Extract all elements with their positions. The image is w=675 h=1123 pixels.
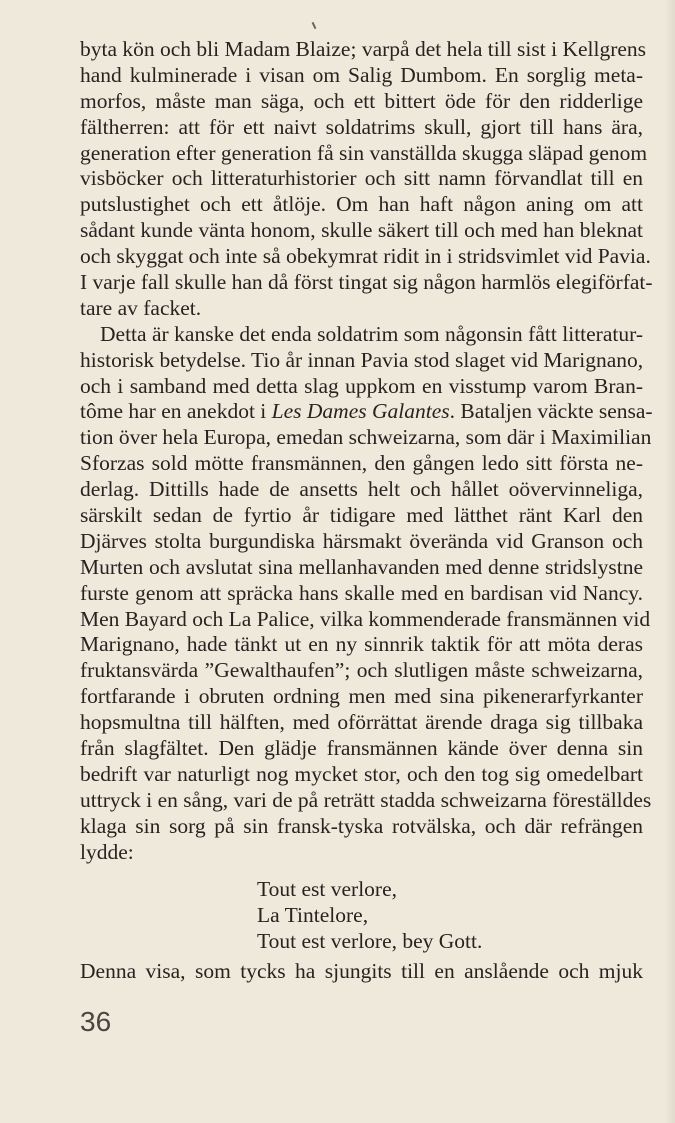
text-line: fältherren: att för ett naivt soldatrims skull, gjort till hans ära, xyxy=(80,114,643,139)
text-line: och skyggat och inte så obekymrat ridit in i stridsvimlet vid Pavia. xyxy=(80,244,651,269)
ink-mark xyxy=(312,22,317,29)
text-line: derlag. Dittills hade de ansetts helt och hållet oövervinneliga, xyxy=(80,477,643,502)
text-line: särskilt sedan de fyrtio år tidigare med lätthet ränt Karl den xyxy=(80,503,643,528)
line-part: . Bataljen väckte sensa- xyxy=(449,399,653,424)
text-line: hand kulminerade i visan om Salig Dumbom. En sorglig meta- xyxy=(80,62,643,87)
verse-line: Tout est verlore, xyxy=(257,877,397,901)
text-line: tare av facket. xyxy=(80,295,202,320)
verse-line: Tout est verlore, bey Gott. xyxy=(257,928,483,953)
page-edge-shadow xyxy=(665,0,675,1123)
text-line: Marignano, hade tänkt ut en ny sinnrik taktik för att möta deras xyxy=(80,632,643,657)
text-line: klaga sin sorg på sin fransk-tyska rotvälska, och där refrängen xyxy=(80,813,643,838)
text-line: bedrift var naturligt nog mycket stor, och den tog sig omedelbart xyxy=(80,761,643,786)
page-number: 36 xyxy=(80,1006,112,1037)
text-line: uttryck i en sång, vari de på reträtt stadda schweizarna föreställdes xyxy=(80,787,652,812)
text-line: från slagfältet. Den glädje fransmännen kände över denna sin xyxy=(80,736,643,761)
text-line: fruktansvärda ”Gewalthaufen”; och slutligen måste schweizarna, xyxy=(80,658,643,683)
book-title: Les Dames Galantes xyxy=(271,399,450,424)
verse-quote xyxy=(257,877,482,955)
verse-line: La Tintelore, xyxy=(257,902,369,927)
paragraph-start-line: Detta är kanske det enda soldatrim som någonsin fått litteratur- xyxy=(100,321,643,346)
text-line: historisk betydelse. Tio år innan Pavia stod slaget vid Marignano, xyxy=(80,347,644,372)
text-line: tion över hela Europa, emedan schweizarna, som där i Maximilian xyxy=(80,425,652,450)
text-line: fortfarande i obruten ordning men med sina pikenerarfyrkanter xyxy=(80,684,643,709)
text-line: generation efter generation få sin vanställda skugga släpad genom xyxy=(80,140,648,165)
text-line: furste genom att spräcka hans skalle med en bardisan vid Nancy. xyxy=(80,580,643,605)
text-line: byta kön och bli Madam Blaize; varpå det hela till sist i Kellgrens xyxy=(80,37,647,61)
text-line-with-title xyxy=(80,399,653,425)
text-line: sådant kunde vänta honom, skulle säkert till och med han bleknat xyxy=(80,218,643,243)
text-line: morfos, måste man säga, och ett bittert öde för den ridderlige xyxy=(80,88,643,113)
text-line: lydde: xyxy=(80,839,134,864)
text-line: Murten och avslutat sina mellanhavanden med denne stridslystne xyxy=(80,554,643,579)
line-part: tôme har en anekdot i xyxy=(80,399,272,424)
text-line: putslustighet och ett åtlöje. Om han haft någon aning om att xyxy=(80,192,643,217)
text-line: Djärves stolta burgundiska härsmakt överända vid Granson och xyxy=(80,528,643,553)
text-line: visböcker och litteraturhistorier och sitt namn förvandlat till en xyxy=(80,166,643,191)
text-line: Men Bayard och La Palice, vilka kommenderade fransmännen vid xyxy=(80,606,651,631)
closing-line: Denna visa, som tycks ha sjungits till en anslående och mjuk xyxy=(80,959,643,983)
text-line: Sforzas sold mötte fransmännen, den gången ledo sitt första ne- xyxy=(80,451,643,476)
text-line: hopsmultna till hälften, med oförrättat ärende draga sig tillbaka xyxy=(80,710,643,735)
text-line: och i samband med detta slag uppkom en visstump varom Bran- xyxy=(80,373,643,398)
text-line: I varje fall skulle han då först tingat sig någon harmlös elegiförfat- xyxy=(80,270,653,295)
main-text xyxy=(80,37,653,866)
